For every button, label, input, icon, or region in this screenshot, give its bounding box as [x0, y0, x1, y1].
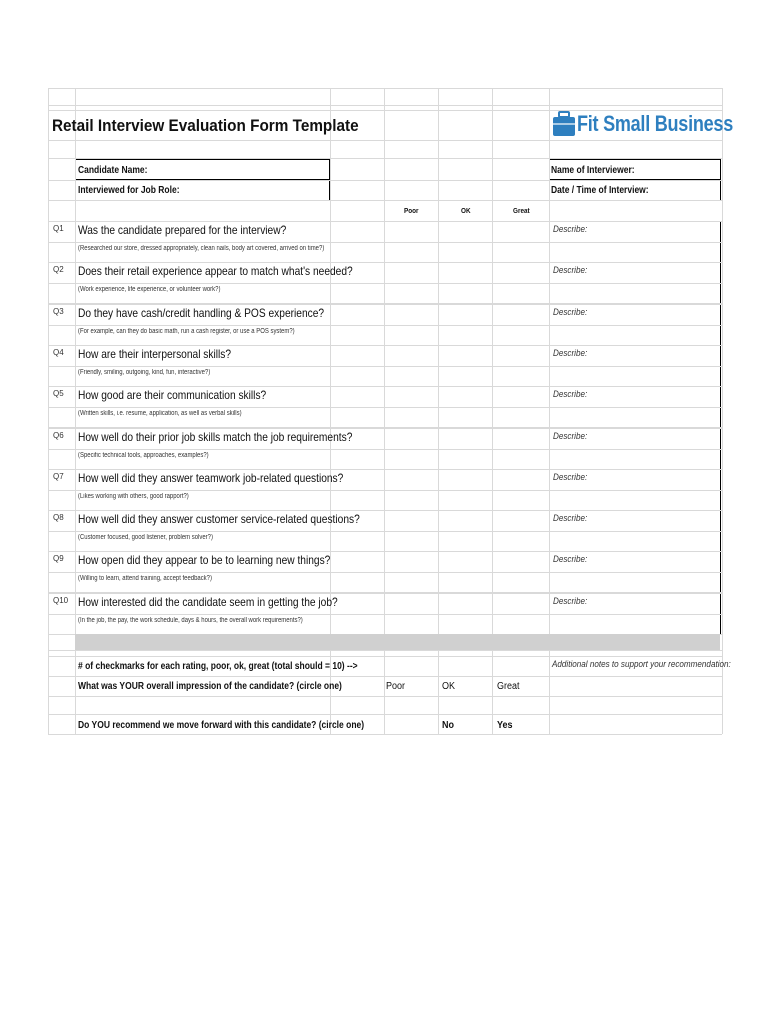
question-hint: (For example, can they do basic math, run a cash register, or use a POS system?) [78, 328, 295, 335]
rating-cell-ok[interactable] [440, 345, 492, 366]
describe-label: Describe: [553, 596, 588, 606]
rating-header-great: Great [513, 206, 530, 215]
recommend-option-no[interactable]: No [442, 720, 455, 731]
rating-cell-great[interactable] [494, 386, 548, 407]
overall-option-ok[interactable]: OK [442, 681, 456, 692]
question-hint: (Written skills, i.e. resume, application, as well as verbal skills) [78, 410, 242, 417]
question-number: Q3 [53, 307, 64, 316]
recommend-label: Do YOU recommend we move forward with this candidate? (circle one) [78, 720, 365, 731]
gridline [48, 676, 722, 677]
question-number: Q7 [53, 472, 64, 481]
describe-label: Describe: [553, 348, 588, 358]
gridline [48, 180, 722, 181]
rating-cell-ok[interactable] [440, 593, 492, 614]
gridline [48, 200, 722, 201]
rating-cell-ok[interactable] [440, 221, 492, 242]
question-text: Do they have cash/credit handling & POS experience? [78, 306, 325, 320]
gridline [48, 283, 722, 284]
form-title: Retail Interview Evaluation Form Template [52, 116, 359, 135]
rating-cell-great[interactable] [494, 428, 548, 449]
question-hint: (Willing to learn, attend training, accept feedback?) [78, 575, 212, 582]
question-text: How interested did the candidate seem in getting the job? [78, 595, 338, 609]
rating-cell-poor[interactable] [384, 428, 438, 449]
question-number: Q2 [53, 265, 64, 274]
describe-label: Describe: [553, 554, 588, 564]
gridline [48, 449, 722, 450]
totals-label: # of checkmarks for each rating, poor, ok, great (total should = 10) --> [78, 661, 358, 672]
question-text: Was the candidate prepared for the interview? [78, 223, 287, 237]
question-number: Q4 [53, 348, 64, 357]
rating-cell-ok[interactable] [440, 428, 492, 449]
rating-cell-poor[interactable] [384, 221, 438, 242]
gridline [48, 650, 722, 651]
rating-cell-great[interactable] [494, 221, 548, 242]
question-hint: (Researched our store, dressed appropriately, clean nails, body art covered, arrived on time?) [78, 245, 325, 252]
gridline [48, 714, 722, 715]
gridline [48, 105, 722, 106]
rating-cell-ok[interactable] [440, 510, 492, 531]
rating-cell-poor[interactable] [384, 345, 438, 366]
rating-cell-poor[interactable] [384, 510, 438, 531]
question-number: Q9 [53, 554, 64, 563]
question-hint: (In the job, the pay, the work schedule, days & hours, the overall work requirements?) [78, 617, 303, 624]
rating-cell-great[interactable] [494, 551, 548, 572]
describe-label: Describe: [553, 307, 588, 317]
question-text: How open did they appear to be to learning new things? [78, 553, 331, 567]
cell-border [75, 159, 330, 160]
briefcase-icon [553, 111, 575, 137]
rating-cell-great[interactable] [494, 593, 548, 614]
question-hint: (Likes working with others, good rapport?) [78, 493, 189, 500]
section-divider-bar [75, 634, 720, 650]
question-text: How good are their communication skills? [78, 388, 267, 402]
describe-label: Describe: [553, 265, 588, 275]
overall-impression-label: What was YOUR overall impression of the candidate? (circle one) [78, 681, 342, 692]
question-hint: (Work experience, life experience, or volunteer work?) [78, 286, 221, 293]
question-hint: (Friendly, smiling, outgoing, kind, fun, interactive?) [78, 369, 211, 376]
question-text: Does their retail experience appear to match what's needed? [78, 264, 353, 278]
gridline [48, 407, 722, 408]
gridline [48, 656, 722, 657]
gridline [48, 696, 722, 697]
rating-cell-ok[interactable] [440, 551, 492, 572]
describe-label: Describe: [553, 472, 588, 482]
gridline [48, 366, 722, 367]
overall-option-great[interactable]: Great [497, 681, 520, 692]
question-text: How well did they answer teamwork job-related questions? [78, 471, 344, 485]
gridline [48, 572, 722, 573]
question-number: Q10 [53, 596, 69, 605]
question-text: How well do their prior job skills match the job requirements? [78, 430, 353, 444]
rating-cell-great[interactable] [494, 304, 548, 325]
rating-cell-ok[interactable] [440, 304, 492, 325]
rating-header-ok: OK [461, 206, 471, 215]
cell-border [549, 159, 721, 160]
question-number: Q5 [53, 389, 64, 398]
gridline [48, 734, 722, 735]
gridline [48, 140, 722, 141]
question-number: Q1 [53, 224, 64, 233]
question-hint: (Specific technical tools, approaches, examples?) [78, 452, 209, 459]
rating-cell-ok[interactable] [440, 469, 492, 490]
gridline [48, 531, 722, 532]
rating-cell-great[interactable] [494, 510, 548, 531]
rating-header-poor: Poor [404, 206, 419, 215]
gridline [48, 242, 722, 243]
brand-name: Fit Small Business [577, 111, 733, 136]
describe-label: Describe: [553, 224, 588, 234]
question-number: Q8 [53, 513, 64, 522]
question-number: Q6 [53, 431, 64, 440]
interviewer-label: Name of Interviewer: [551, 165, 635, 176]
gridline [48, 88, 722, 89]
overall-option-poor[interactable]: Poor [386, 681, 406, 692]
rating-cell-poor[interactable] [384, 593, 438, 614]
gridline [48, 88, 49, 734]
additional-notes-label: Additional notes to support your recommendation: [552, 659, 731, 669]
job-role-label: Interviewed for Job Role: [78, 185, 180, 196]
gridline [48, 158, 722, 159]
rating-cell-great[interactable] [494, 345, 548, 366]
rating-cell-poor[interactable] [384, 551, 438, 572]
candidate-name-label: Candidate Name: [78, 165, 148, 176]
gridline [48, 490, 722, 491]
question-hint: (Customer focused, good listener, problem solver?) [78, 534, 213, 541]
describe-label: Describe: [553, 431, 588, 441]
recommend-option-yes[interactable]: Yes [497, 720, 513, 731]
gridline [48, 614, 722, 615]
describe-label: Describe: [553, 389, 588, 399]
question-text: How well did they answer customer service-related questions? [78, 512, 360, 526]
describe-label: Describe: [553, 513, 588, 523]
question-text: How are their interpersonal skills? [78, 347, 232, 361]
rating-cell-poor[interactable] [384, 304, 438, 325]
gridline [722, 88, 723, 734]
date-time-label: Date / Time of Interview: [551, 185, 649, 196]
rating-cell-poor[interactable] [384, 386, 438, 407]
rating-cell-great[interactable] [494, 262, 548, 283]
rating-cell-ok[interactable] [440, 386, 492, 407]
rating-cell-poor[interactable] [384, 469, 438, 490]
rating-cell-ok[interactable] [440, 262, 492, 283]
rating-cell-poor[interactable] [384, 262, 438, 283]
rating-cell-great[interactable] [494, 469, 548, 490]
gridline [48, 325, 722, 326]
